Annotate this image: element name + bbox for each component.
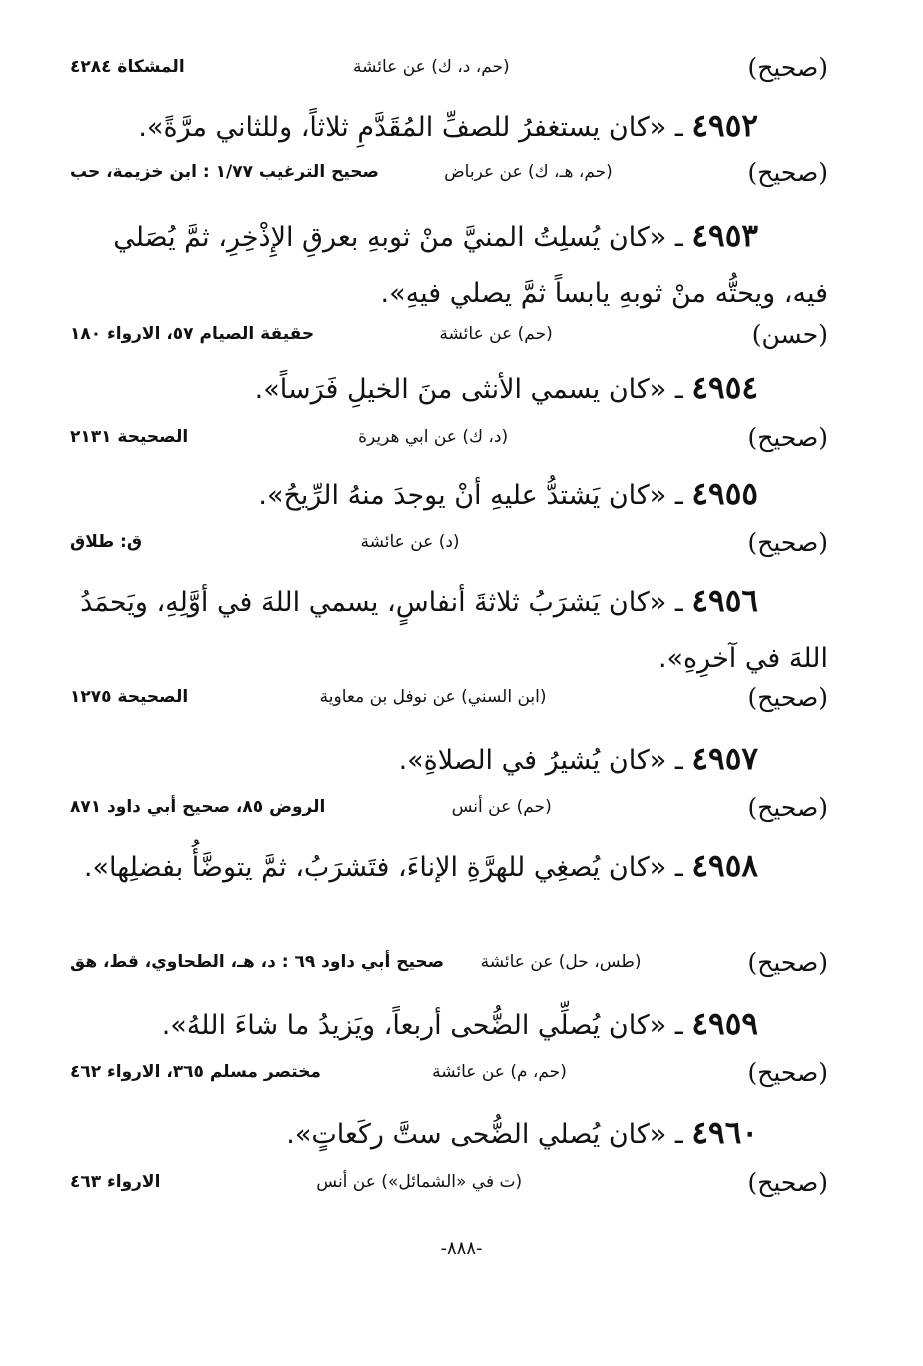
source-text: (حم، هـ، ك) عن عرباض — [444, 162, 613, 182]
hadith-entry: ٤٩٥٨ ـ «كان يُصغِي للهرَّةِ الإناءَ، فتَشرَبُ، ثمَّ يتوضَّأُ بفضلِها». — [83, 848, 758, 884]
source-text: (ابن السني) عن نوفل بن معاوية — [319, 687, 547, 707]
hadith-number: ٤٩٥٢ — [691, 108, 758, 144]
page-number: -٨٨٨- — [440, 1238, 483, 1259]
grade-label: (صحيح) — [747, 1057, 828, 1087]
source-text: (حم) عن أنس — [451, 797, 552, 817]
source-text: (حم، م) عن عائشة — [432, 1062, 567, 1082]
hadith-number: ٤٩٥٥ — [691, 476, 758, 512]
grade-label: (صحيح) — [747, 947, 828, 977]
reference-row — [70, 1048, 828, 1096]
sourcing-text: ق: طلاق — [70, 532, 143, 552]
reference-row — [70, 148, 828, 196]
hadith-number: ٤٩٥٤ — [691, 370, 758, 406]
source-text: (ت في «الشمائل») عن أنس — [316, 1172, 523, 1192]
hadith-number: ٤٩٥٦ — [691, 583, 758, 619]
hadith-entry: ٤٩٥٩ ـ «كان يُصلِّي الضُّحى أربعاً، ويَزيدُ ما شاءَ اللهُ». — [161, 1006, 758, 1042]
sourcing-text: المشكاة ٤٢٨٤ — [70, 57, 185, 77]
grade-label: (صحيح) — [747, 1167, 828, 1197]
hadith-text: «كان يسمي الأنثى منَ الخيلِ فَرَساً». — [254, 374, 667, 405]
hadith-text: «كان يستغفرُ للصفِّ المُقَدَّمِ ثلاثاً، وللثاني مرَّةً». — [138, 112, 667, 143]
hadith-number: ٤٩٥٨ — [691, 848, 758, 884]
hadith-number: ٤٩٥٣ — [691, 218, 758, 254]
sourcing-text: الروض ٨٥، صحيح أبي داود ٨٧١ — [70, 797, 326, 817]
hadith-text: «كان يُصلي الضُّحى ستَّ ركَعاتٍ». — [286, 1119, 667, 1150]
grade-label: (صحيح) — [747, 52, 828, 82]
source-text: (حم) عن عائشة — [439, 324, 553, 344]
sourcing-text: صحيح أبي داود ٦٩ : د، هـ، الطحاوي، قط، هق — [70, 952, 445, 972]
grade-label: (صحيح) — [747, 157, 828, 187]
hadith-text: «كان يُصلِّي الضُّحى أربعاً، ويَزيدُ ما شاءَ اللهُ». — [161, 1010, 667, 1041]
hadith-entry: ٤٩٥٣ ـ «كان يُسلِتُ المنيَّ منْ ثوبهِ بعرقِ الإِذْخِرِ، ثمَّ يُصَلي فيه، ويحتُّه منْ ثوبهِ يابساً ثمَّ يصلي فيهِ». — [113, 218, 828, 309]
reference-row — [70, 783, 828, 831]
source-text: (د، ك) عن ابي هريرة — [358, 427, 509, 447]
hadith-text: «كان يَشرَبُ ثلاثةَ أنفاسٍ، يسمي اللهَ في أوَّلِهِ، ويَحمَدُ اللهَ في آخرِهِ». — [80, 587, 828, 674]
sourcing-text: مختصر مسلم ٣٦٥، الارواء ٤٦٢ — [70, 1062, 321, 1082]
hadith-text: «كان يُصغِي للهرَّةِ الإناءَ، فتَشرَبُ، ثمَّ يتوضَّأُ بفضلِها». — [83, 852, 667, 883]
reference-row — [70, 1158, 828, 1206]
grade-label: (صحيح) — [747, 422, 828, 452]
sourcing-text: الصحيحة ٢١٣١ — [70, 427, 189, 447]
hadith-number: ٤٩٥٩ — [691, 1006, 758, 1042]
hadith-entry: ٤٩٥٢ ـ «كان يستغفرُ للصفِّ المُقَدَّمِ ثلاثاً، وللثاني مرَّةً». — [138, 108, 758, 144]
source-text: (د) عن عائشة — [360, 532, 460, 552]
hadith-text: «كان يُشيرُ في الصلاةِ». — [398, 745, 667, 776]
source-text: (طس، حل) عن عائشة — [480, 952, 642, 972]
reference-row — [70, 673, 828, 721]
hadith-entry: ٤٩٥٥ ـ «كان يَشتدُّ عليهِ أنْ يوجدَ منهُ الرِّيحُ». — [258, 476, 758, 512]
reference-row — [70, 413, 828, 461]
grade-label: (صحيح) — [747, 682, 828, 712]
hadith-entry: ٤٩٥٤ ـ «كان يسمي الأنثى منَ الخيلِ فَرَساً». — [254, 370, 758, 406]
sourcing-text: الارواء ٤٦٣ — [70, 1172, 161, 1192]
sourcing-text: صحيح الترغيب ١/٧٧ : ابن خزيمة، حب — [70, 162, 379, 182]
hadith-number: ٤٩٦٠ — [691, 1115, 758, 1151]
reference-row — [70, 43, 828, 91]
hadith-entry: ٤٩٦٠ ـ «كان يُصلي الضُّحى ستَّ ركَعاتٍ». — [286, 1115, 758, 1151]
source-text: (حم، د، ك) عن عائشة — [352, 57, 510, 77]
hadith-text: «كان يُسلِتُ المنيَّ منْ ثوبهِ بعرقِ الإِذْخِرِ، ثمَّ يُصَلي فيه، ويحتُّه منْ ثوبهِ يابساً ثمَّ يصلي فيهِ». — [113, 222, 828, 309]
reference-row — [70, 518, 828, 566]
hadith-text: «كان يَشتدُّ عليهِ أنْ يوجدَ منهُ الرِّيحُ». — [258, 480, 667, 511]
grade-label: (صحيح) — [747, 527, 828, 557]
sourcing-text: الصحيحة ١٢٧٥ — [70, 687, 189, 707]
sourcing-text: حقيقة الصيام ٥٧، الارواء ١٨٠ — [70, 324, 315, 344]
hadith-entry: ٤٩٥٦ ـ «كان يَشرَبُ ثلاثةَ أنفاسٍ، يسمي اللهَ في أوَّلِهِ، ويَحمَدُ اللهَ في آخرِهِ». — [80, 583, 828, 674]
hadith-number: ٤٩٥٧ — [691, 741, 758, 777]
grade-label: (صحيح) — [747, 792, 828, 822]
grade-label: (حسن) — [751, 319, 828, 349]
hadith-entry: ٤٩٥٧ ـ «كان يُشيرُ في الصلاةِ». — [398, 741, 758, 777]
reference-row — [70, 938, 828, 986]
reference-row — [70, 310, 828, 358]
